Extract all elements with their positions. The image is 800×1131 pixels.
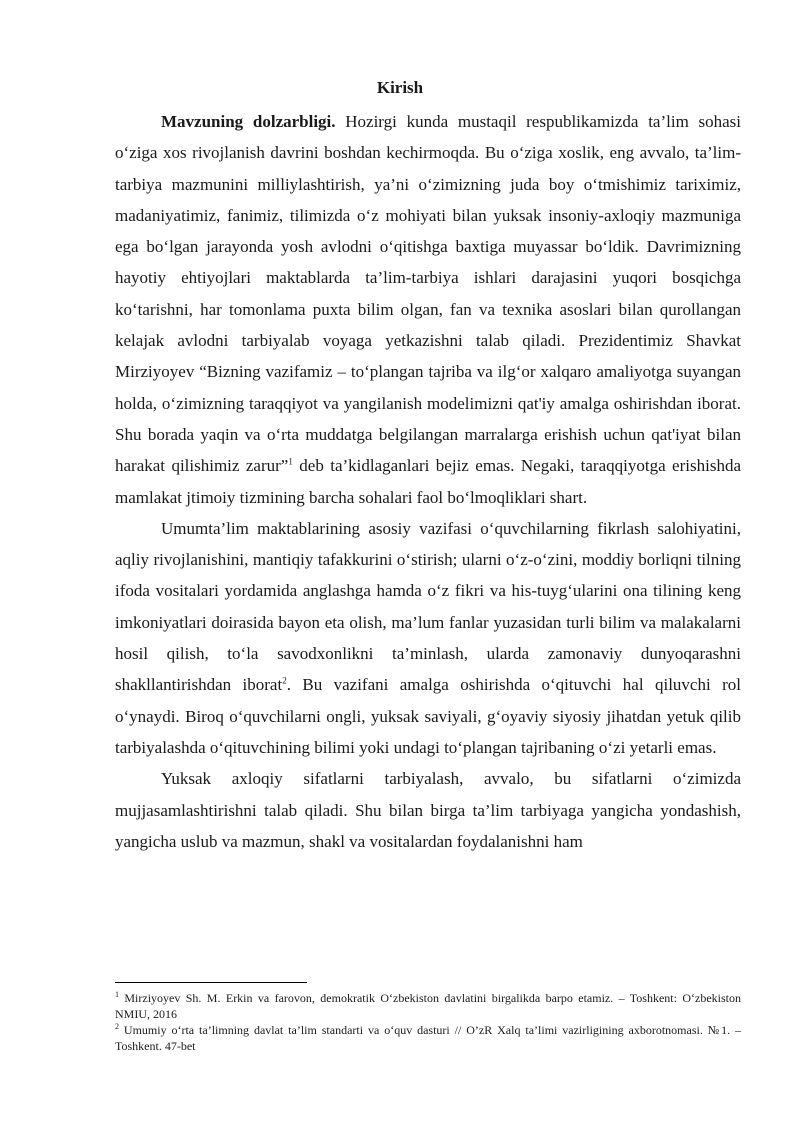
section-title: Kirish [376, 78, 424, 97]
paragraph-lead: Mavzuning dolzarbligi. [161, 112, 336, 131]
paragraph-2 [115, 513, 741, 763]
footnote-number: 2 [115, 1022, 119, 1031]
paragraph-text: . Bu vazifani amalga oshirishda o‘qituvchi hal qiluvchi rol o‘ynaydi. Biroq o‘quvchilarni ongli, yuksak saviyali, g‘oyaviy siyosiy jihatdan yetuk qilib tarbiyalashda o‘qituvchining bilimi yoki undagi to‘plangan tajribaning o‘zi yetarli emas. [115, 675, 741, 757]
paragraph-text: Hozirgi kunda mustaqil respublikamizda ta’lim sohasi o‘ziga xos rivojlanish davrini boshdan kechirmoqda. Bu o‘ziga xoslik, eng avvalo, ta’lim-tarbiya mazmunini milliylashtirish, ya’ni o‘zimizning juda boy o‘tmishimiz tariximiz, madaniyatimiz, fanimiz, tilimizda o‘z mohiyati bilan yuksak insoniy-axloqiy mazmuniga ega bo‘lgan jarayonda yosh avlodni o‘qitishga baxtiga muyassar bo‘ldik. Davrimizning hayotiy ehtiyojlari maktablarda ta’lim-tarbiya ishlari darajasini yuqori bosqichga ko‘tarishni, har tomonlama puxta bilim olgan, fan va texnika asoslari bilan qurollangan kelajak avlodni tarbiyalab voyaga yetkazishni talab qiladi. Prezidentimiz Shavkat Mirziyoyev “Bizning vazifamiz – to‘plangan tajriba va ilg‘or xalqaro amaliyotga suyangan holda, o‘zimizning taraqqiyot va yangilanish modelimizni qat'iy amalga oshirishdan iborat. Shu borada yaqin va o‘rta muddatga belgilangan marralarga erishish uchun qat'iyat bilan harakat qilishimiz zarur” [115, 112, 742, 476]
footnote-2 [115, 1022, 741, 1054]
footnotes [115, 990, 741, 1054]
footnote-text: Mirziyoyev Sh. M. Erkin va farovon, demokratik O‘zbekiston davlatini birgalikda barpo etamiz. – Toshkent: O‘zbekiston NMIU, 2016 [115, 991, 741, 1021]
footnote-ref-1[interactable]: 1 [288, 456, 293, 467]
paragraph-text: Umumta’lim maktablarining asosiy vazifasi o‘quvchilarning fikrlash salohiyatini, aqliy rivojlanishini, mantiqiy tafakkurini o‘stirish; ularni o‘z-o‘zini, moddiy borliqni tilning ifoda vositalari yordamida anglashga hamda o‘z fikri va his-tuyg‘ularini ona tilining keng imkoniyatlari doirasida bayon eta olish, ma’lum fanlar yuzasidan turli bilim va malakalarni hosil qilish, to‘la savodxonlikni ta’minlash, ularda zamonaviy dunyoqarashni shakllantirishdan iborat [115, 518, 741, 695]
footnote-ref-2[interactable]: 2 [282, 675, 287, 686]
paragraph-text: Yuksak axloqiy sifatlarni tarbiyalash, avvalo, bu sifatlarni o‘zimizda mujjasamlashtirishni talab qiladi. Shu bilan birga ta’lim tarbiyaga yangicha yondashish, yangicha uslub va mazmun, shakl va vositalardan foydalanishni ham [115, 769, 741, 851]
footnote-divider [115, 982, 307, 983]
footnote-1 [115, 990, 741, 1022]
footnote-text: Umumiy o‘rta ta’limning davlat ta’lim standarti va o‘quv dasturi // O’zR Xalq ta’limi vazirligining axborotnomasi. №1. – Toshkent. 47-bet [115, 1023, 741, 1053]
body-text [115, 106, 741, 857]
paragraph-text: deb ta’kidlaganlari bejiz emas. Negaki, taraqqiyotga erishishda mamlakat jtimoiy tizmining barcha sohalari faol bo‘lmoqliklari shart. [115, 456, 741, 507]
paragraph-3 [115, 763, 741, 857]
paragraph-1 [115, 106, 741, 513]
footnote-number: 1 [115, 990, 119, 999]
